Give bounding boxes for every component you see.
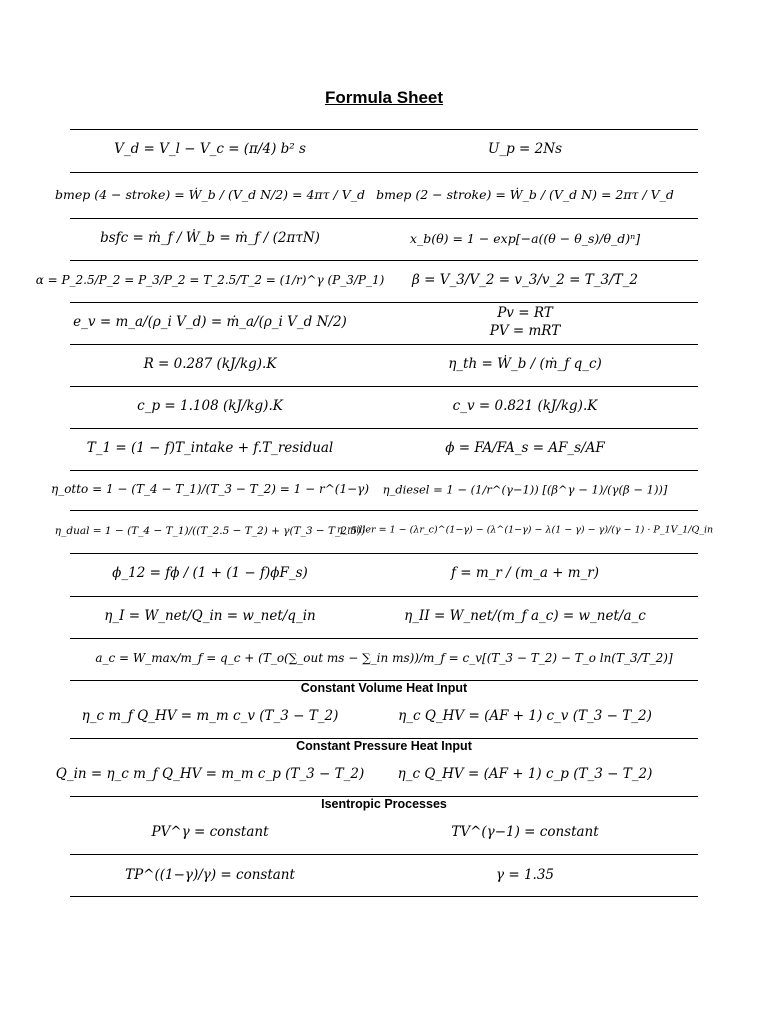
table-rule	[70, 218, 698, 219]
formula-left: Q_in = η_c m_f Q_HV = m_m c_p (T_3 − T_2)	[55, 766, 365, 783]
formula-right: PV = mRT	[489, 323, 561, 340]
section-heading: Isentropic Processes	[321, 797, 447, 811]
table-rule	[70, 510, 698, 511]
section-heading: Constant Volume Heat Input	[300, 681, 468, 695]
table-rule	[70, 553, 698, 554]
formula-right: f = m_r / (m_a + m_r)	[450, 565, 600, 582]
formula-right: η_II = W_net/(m_f a_c) = w_net/a_c	[404, 608, 646, 625]
formula-right: c_v = 0.821 (kJ/kg).K	[452, 398, 598, 415]
formula-right: η_th = Ẇ_b / (ṁ_f q_c)	[448, 356, 602, 373]
table-rule	[70, 172, 698, 173]
formula-left: e_v = m_a/(ρ_i V_d) = ṁ_a/(ρ_i V_d N/2)	[73, 314, 347, 331]
formula-right: η_c Q_HV = (AF + 1) c_v (T_3 − T_2)	[398, 708, 652, 725]
table-rule	[70, 129, 698, 130]
formula-left: c_p = 1.108 (kJ/kg).K	[137, 398, 283, 415]
formula-left: η_I = W_net/Q_in = w_net/q_in	[104, 608, 316, 625]
formula-left: η_dual = 1 − (T_4 − T_1)/((T_2.5 − T_2) + γ(T_3 − T_2.5))	[54, 524, 366, 537]
formula-right: γ = 1.35	[495, 867, 555, 884]
table-rule	[70, 854, 698, 855]
formula-right: bmep (2 − stroke) = Ẇ_b / (V_d N) = 2πτ / V_d	[376, 186, 674, 202]
formula-left: TP^((1−γ)/γ) = constant	[125, 867, 295, 884]
table-rule	[70, 260, 698, 261]
section-heading: Constant Pressure Heat Input	[296, 739, 472, 753]
formula-left: α = P_2.5/P_2 = P_3/P_2 = T_2.5/T_2 = (1/r)^γ (P_3/P_1)	[35, 273, 385, 288]
formula-left: PV^γ = constant	[151, 824, 269, 841]
table-rule	[70, 896, 698, 897]
formula-left: V_d = V_l − V_c = (π/4) b² s	[114, 141, 306, 158]
formula-right: Pv = RT	[497, 305, 553, 322]
formula-left: η_c m_f Q_HV = m_m c_v (T_3 − T_2)	[81, 708, 339, 725]
page-title: Formula Sheet	[324, 88, 444, 107]
formula-right: β = V_3/V_2 = v_3/v_2 = T_3/T_2	[412, 272, 638, 289]
formula-left: T_1 = (1 − f)T_intake + f.T_residual	[86, 440, 334, 457]
table-rule	[70, 344, 698, 345]
formula-right: η_miller = 1 − (λr_c)^(1−γ) − (λ^(1−γ) − λ(1 − γ) − γ)/(γ − 1) · P_1V_1/Q_in	[336, 524, 714, 536]
table-rule	[70, 638, 698, 639]
table-rule	[70, 470, 698, 471]
formula-right: η_c Q_HV = (AF + 1) c_p (T_3 − T_2)	[397, 766, 653, 783]
formula-right: TV^(γ−1) = constant	[451, 824, 599, 841]
formula-center: a_c = W_max/m_f = q_c + (T_o(∑_out ms − ∑_in ms))/m_f = c_v[(T_3 − T_2) − T_o ln(T_3/T_2)]	[95, 651, 673, 666]
formula-left: R = 0.287 (kJ/kg).K	[143, 356, 277, 373]
table-rule	[70, 596, 698, 597]
formula-left: η_otto = 1 − (T_4 − T_1)/(T_3 − T_2) = 1 − r^(1−γ)	[51, 482, 369, 497]
formula-right: U_p = 2Ns	[488, 141, 562, 158]
formula-right: x_b(θ) = 1 − exp[−a((θ − θ_s)/θ_d)ⁿ]	[409, 230, 641, 246]
formula-left: ϕ_12 = fϕ / (1 + (1 − f)ϕF_s)	[112, 565, 308, 582]
formula-left: bsfc = ṁ_f / Ẇ_b = ṁ_f / (2πτN)	[100, 230, 320, 247]
table-rule	[70, 386, 698, 387]
formula-left: bmep (4 − stroke) = Ẇ_b / (V_d N/2) = 4πτ / V_d	[55, 186, 365, 202]
formula-right: η_diesel = 1 − (1/r^(γ−1)) [(β^γ − 1)/(γ(β − 1))]	[382, 482, 668, 497]
formula-right: ϕ = FA/FA_s = AF_s/AF	[445, 440, 605, 457]
table-rule	[70, 302, 698, 303]
table-rule	[70, 428, 698, 429]
